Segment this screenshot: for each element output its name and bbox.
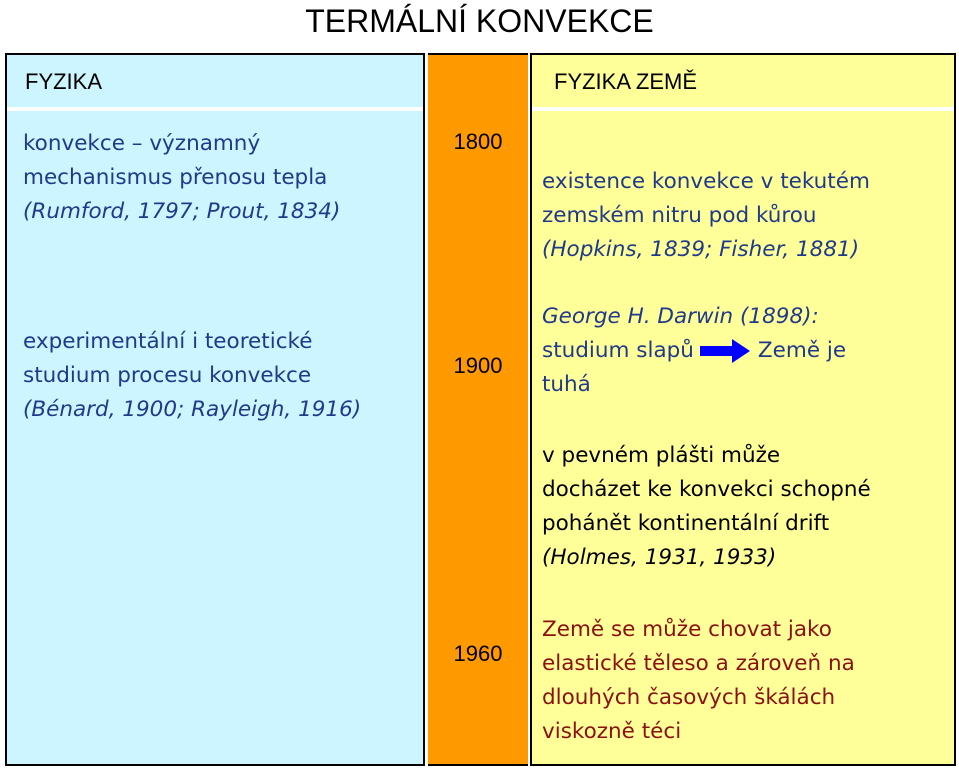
citation: (Holmes, 1931, 1933) [542,545,777,570]
earth-physics-column [530,53,956,766]
timeline-column [428,53,528,766]
year-label: 1900 [453,353,503,378]
page-title: TERMÁLNÍ KONVEKCE [305,3,654,39]
citation: (Rumford, 1797; Prout, 1834) [23,199,341,224]
physics-header: FYZIKA [25,69,103,94]
text-line: tuhá [542,372,591,397]
text-line: George H. Darwin (1898): [542,304,819,329]
text-line: Země se může chovat jako [542,617,832,642]
year-label: 1960 [453,641,503,666]
earth-block-elastic-viscous [542,613,855,749]
right-arrow-icon [700,339,750,363]
citation: (Bénard, 1900; Rayleigh, 1916) [23,397,362,422]
text-line: mechanismus přenosu tepla [23,165,328,190]
year-label: 1800 [453,129,503,154]
earth-block-mantle-convection [542,439,871,575]
text-line: konvekce – významný [23,131,261,156]
text-line: studium procesu konvekce [23,363,312,388]
header-divider [532,107,954,111]
citation: (Hopkins, 1839; Fisher, 1881) [542,237,860,262]
physics-column [5,53,425,766]
text-line: experimentální i teoretické [23,329,313,354]
text-line: v pevném plášti může [542,443,781,468]
text-fragment: Země je [757,338,847,363]
physics-block-experimental-study [23,325,361,427]
text-line: existence konvekce v tekutém [542,169,870,194]
text-line: docházet ke konvekci schopné [542,477,871,502]
text-fragment: studium slapů [542,338,694,363]
physics-block-convection-mechanism [23,127,340,229]
text-line: zemském nitru pod kůrou [542,203,817,228]
text-line: dlouhých časových škálách [542,685,836,710]
earth-block-fluid-interior [542,165,870,267]
text-line: pohánět kontinentální drift [542,511,830,536]
text-line: viskozně téci [542,719,682,744]
text-line-with-arrow [542,334,846,368]
text-line: elastické těleso a zároveň na [542,651,855,676]
earth-physics-header: FYZIKA ZEMĚ [554,69,698,94]
earth-block-darwin [542,300,846,402]
header-divider [7,107,423,111]
